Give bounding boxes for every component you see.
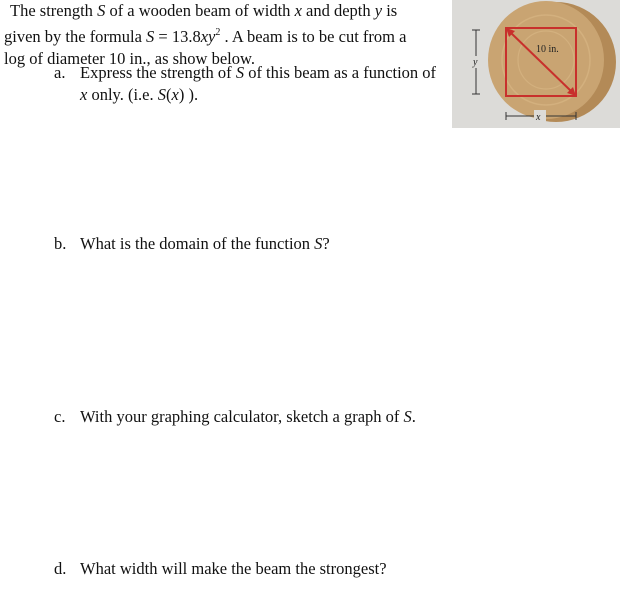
question-text: What is the domain of the function (80, 234, 315, 253)
intro-line-1 (4, 0, 444, 22)
paren: ( (166, 85, 172, 104)
question-letter: b. (54, 234, 67, 253)
intro-line-2 (4, 22, 444, 48)
question-text: of this beam as a function of (244, 63, 437, 82)
question-d (54, 558, 387, 580)
variable-S: S (403, 407, 412, 426)
variable-S: S (235, 63, 245, 82)
log-beam-diagram (452, 0, 620, 128)
question-text: only. (i.e. (87, 85, 158, 104)
question-b (54, 233, 330, 255)
variable-x: x (80, 85, 88, 104)
question-letter: d. (54, 559, 67, 578)
diameter-label: 10 in. (536, 44, 559, 55)
formula-coefficient: = 13.8 (154, 27, 201, 46)
question-text: ? (322, 234, 330, 253)
problem-intro (4, 0, 444, 70)
intro-text: of a wooden beam of width (105, 1, 295, 20)
question-text: Express the strength of (80, 63, 236, 82)
formula-S: S (146, 27, 155, 46)
variable-S: S (97, 1, 106, 20)
question-letter: c. (54, 407, 66, 426)
depth-label: y (473, 57, 478, 68)
variable-S: S (314, 234, 323, 253)
intro-text: and depth (301, 1, 375, 20)
width-label: x (536, 112, 541, 123)
question-text: ) ). (178, 85, 199, 104)
variable-x: x (294, 1, 302, 20)
question-text: . (411, 407, 416, 426)
question-letter: a. (54, 63, 66, 82)
variable-y: y (374, 1, 383, 20)
question-a (54, 62, 436, 106)
question-text: What width will make the beam the strongest? (80, 559, 387, 578)
intro-text: The strength (10, 1, 98, 20)
formula-xy: xy (200, 27, 216, 46)
variable-S: S (157, 85, 166, 104)
question-c (54, 406, 416, 428)
log-beam-figure (452, 0, 620, 128)
formula-exponent: 2 (215, 27, 221, 38)
intro-text: . A beam is to be cut from a (220, 27, 407, 46)
question-text: With your graphing calculator, sketch a graph of (80, 407, 404, 426)
question-a-continuation (54, 84, 436, 106)
intro-line-3: log of diameter 10 in., as show below. (4, 49, 255, 68)
intro-text: is (382, 1, 398, 20)
intro-text: given by the formula (4, 27, 147, 46)
variable-x: x (171, 85, 179, 104)
strength-formula (146, 27, 220, 46)
